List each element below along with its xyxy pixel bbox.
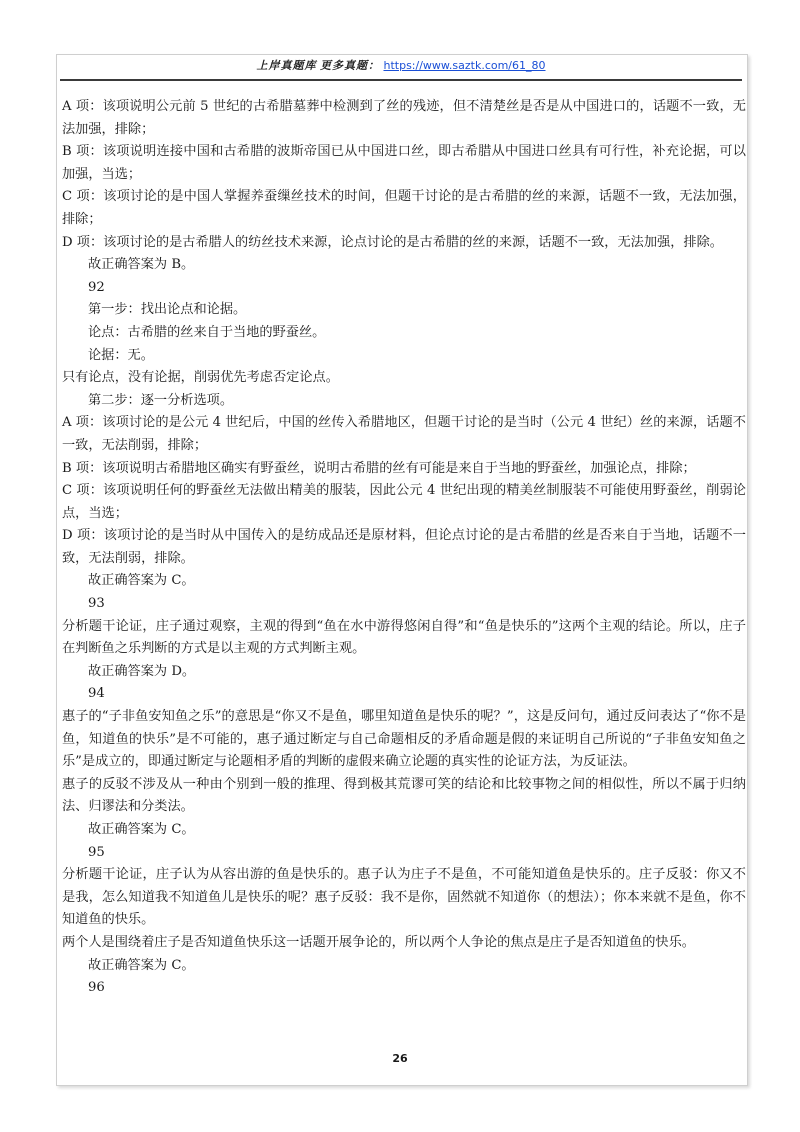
paragraph: 两个人是围绕着庄子是否知道鱼快乐这一话题开展争论的，所以两个人争论的焦点是庄子是否知道鱼的快乐。 <box>62 934 695 950</box>
paragraph: 惠子的“子非鱼安知鱼之乐”的意思是“你又不是鱼，哪里知道鱼是快乐的呢？”，这是反问句，通过反问表达了“你不是鱼，知道鱼的快乐”是不可能的，惠子通过断定与自己命题相反的矛盾命题是假的来证明自己所说的“子非鱼安知鱼之乐”是成立的，即通过断定与论题相矛盾的判断的虚假来确立论题的真实性的论证方法，为反证法。 <box>62 709 746 770</box>
answer-line: 故正确答案为 C。 <box>88 573 195 589</box>
paragraph: 第一步：找出论点和论据。 <box>88 302 247 318</box>
paragraph: A 项：该项讨论的是公元 4 世纪后，中国的丝传入希腊地区，但题干讨论的是当时（公元 4 世纪）丝的来源，话题不一致，无法削弱，排除； <box>62 415 746 453</box>
page-header <box>56 56 746 76</box>
paragraph: 论据：无。 <box>88 347 154 363</box>
paragraph: D 项：该项讨论的是古希腊人的纺丝技术来源，论点讨论的是古希腊的丝的来源，话题不一致，无法加强，排除。 <box>62 234 723 250</box>
paragraph: C 项：该项说明任何的野蚕丝无法做出精美的服装，因此公元 4 世纪出现的精美丝制服装不可能使用野蚕丝，削弱论点，当选； <box>62 483 746 521</box>
paragraph: A 项：该项说明公元前 5 世纪的古希腊墓葬中检测到了丝的残迹，但不清楚丝是否是从中国进口的，话题不一致，无法加强，排除； <box>62 99 746 137</box>
paragraph: 分析题干论证，庄子通过观察，主观的得到“鱼在水中游得悠闲自得”和“鱼是快乐的”这两个主观的结论。所以，庄子在判断鱼之乐判断的方式是以主观的方式判断主观。 <box>62 618 746 657</box>
answer-line: 故正确答案为 C。 <box>88 957 195 973</box>
paragraph: B 项：该项说明连接中国和古希腊的波斯帝国已从中国进口丝，即古希腊从中国进口丝具有可行性，补充论据，可以加强，当选； <box>62 144 746 182</box>
answer-line: 故正确答案为 C。 <box>88 822 195 837</box>
question-number: 92 <box>88 279 105 295</box>
header-rule <box>60 79 742 81</box>
paragraph: D 项：该项讨论的是当时从中国传入的是纺成品还是原材料，但论点讨论的是古希腊的丝是否来自于当地，话题不一致，无法削弱，排除。 <box>62 528 746 566</box>
header-url-link[interactable]: https://www.saztk.com/61_80 <box>383 59 546 72</box>
paragraph: 分析题干论证，庄子认为从容出游的鱼是快乐的。惠子认为庄子不是鱼，不可能知道鱼是快乐的。庄子反驳：你又不是我，怎么知道我不知道鱼儿是快乐的呢？惠子反驳：我不是你，固然就不知道你（的想法）；你本来就不是鱼，你不知道鱼的快乐。 <box>62 867 746 928</box>
paragraph: C 项：该项讨论的是中国人掌握养蚕缫丝技术的时间，但题干讨论的是古希腊的丝的来源，话题不一致，无法加强，排除； <box>62 189 746 227</box>
question-number: 96 <box>88 980 105 996</box>
page-number: 26 <box>392 1052 408 1065</box>
paragraph: 第二步：逐一分析选项。 <box>88 392 234 408</box>
question-number: 94 <box>88 686 105 702</box>
header-more-label: 更多真题： <box>319 59 380 72</box>
paragraph: B 项：该项说明古希腊地区确实有野蚕丝，说明古希腊的丝有可能是来自于当地的野蚕丝，加强论点，排除； <box>62 460 696 476</box>
question-number: 93 <box>88 596 105 612</box>
header-brand: 上岸真题库 <box>256 59 317 72</box>
paragraph: 论点：古希腊的丝来自于当地的野蚕丝。 <box>88 324 326 340</box>
question-number: 95 <box>88 844 105 860</box>
document-body <box>62 96 746 1000</box>
paragraph: 惠子的反驳不涉及从一种由个别到一般的推理、得到极其荒谬可笑的结论和比较事物之间的相似性，所以不属于归纳法、归谬法和分类法。 <box>62 776 746 815</box>
answer-line: 故正确答案为 B。 <box>88 257 195 273</box>
paragraph: 只有论点，没有论据，削弱优先考虑否定论点。 <box>62 370 339 386</box>
answer-line: 故正确答案为 D。 <box>88 663 196 679</box>
